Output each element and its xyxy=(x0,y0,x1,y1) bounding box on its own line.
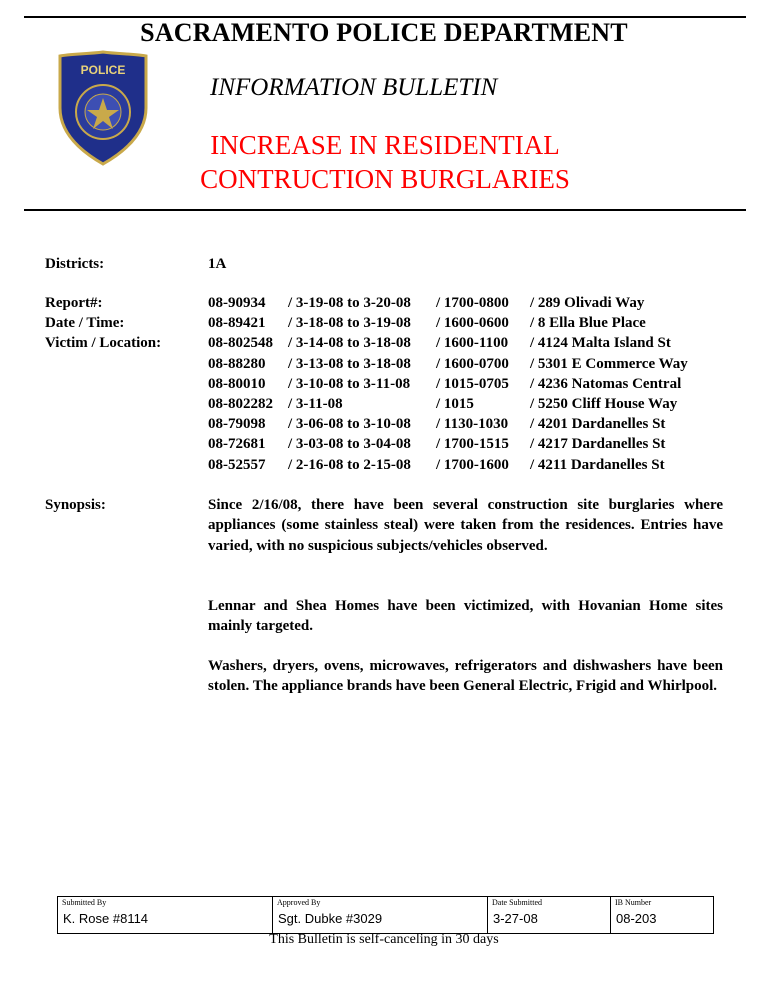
report-date: / 3-11-08 xyxy=(288,395,343,412)
report-date: / 3-06-08 to 3-10-08 xyxy=(288,416,411,433)
report-time: / 1130-1030 xyxy=(436,416,509,433)
report-date: / 3-18-08 to 3-19-08 xyxy=(288,315,411,332)
report-location: / 4124 Malta Island St xyxy=(530,335,671,352)
report-row xyxy=(208,293,728,313)
report-number: 08-80010 xyxy=(208,375,266,392)
report-location: / 4211 Dardanelles St xyxy=(530,456,665,473)
report-number: 08-79098 xyxy=(208,416,266,433)
report-row xyxy=(208,354,728,374)
bulletin-type: INFORMATION BULLETIN xyxy=(210,74,498,101)
synopsis-paragraph-1: Since 2/16/08, there have been several construction site burglaries where appliances (some stainless steal) were taken from the residences. Entries have varied, with no suspicious subjects/vehicles observed. xyxy=(208,497,723,554)
report-time: / 1015 xyxy=(436,395,474,412)
report-date: / 3-03-08 to 3-04-08 xyxy=(288,436,411,453)
report-time: / 1700-0800 xyxy=(436,295,509,311)
report-time: / 1600-1100 xyxy=(436,335,509,352)
ib-number-label: IB Number xyxy=(615,898,652,907)
ib-number-value: 08-203 xyxy=(616,911,657,926)
report-location: / 8 Ella Blue Place xyxy=(530,315,646,332)
approved-by-value: Sgt. Dubke #3029 xyxy=(278,911,383,926)
header-bottom-rule xyxy=(24,209,746,211)
report-date: / 3-19-08 to 3-20-08 xyxy=(288,295,411,311)
report-number: 08-90934 xyxy=(208,295,266,311)
submission-table xyxy=(57,896,714,934)
date-submitted-label: Date Submitted xyxy=(492,898,542,907)
report-row xyxy=(208,374,728,394)
report-row xyxy=(208,333,728,353)
report-row xyxy=(208,455,728,475)
report-time: / 1015-0705 xyxy=(436,375,509,392)
report-number: 08-802282 xyxy=(208,395,273,412)
report-number: 08-802548 xyxy=(208,335,273,352)
districts-value: 1A xyxy=(208,256,227,272)
self-canceling-note: This Bulletin is self-canceling in 30 days xyxy=(269,932,499,947)
synopsis-label: Synopsis: xyxy=(45,497,106,513)
approved-by-cell xyxy=(273,897,488,933)
report-row xyxy=(208,434,728,454)
police-badge-logo xyxy=(56,50,150,166)
ib-number-cell xyxy=(611,897,713,933)
synopsis-paragraph-3: Washers, dryers, ovens, microwaves, refrigerators and dishwashers have been stolen. The appliance brands have been General Electric, Frigid and Whirlpool. xyxy=(208,658,723,695)
report-time: / 1600-0600 xyxy=(436,315,509,332)
districts-label: Districts: xyxy=(45,256,105,272)
headline-line-1: INCREASE IN RESIDENTIAL xyxy=(210,130,560,160)
report-number: 08-88280 xyxy=(208,355,266,372)
date-submitted-cell xyxy=(488,897,611,933)
report-time: / 1700-1600 xyxy=(436,456,509,473)
badge-text: POLICE xyxy=(80,63,126,77)
report-location: / 5301 E Commerce Way xyxy=(530,355,688,372)
report-number: 08-89421 xyxy=(208,315,266,332)
victim-location-label: Victim / Location: xyxy=(45,335,162,352)
headline-line-2: CONTRUCTION BURGLARIES xyxy=(200,164,570,194)
submitted-by-value: K. Rose #8114 xyxy=(63,911,149,926)
report-number-label: Report#: xyxy=(45,295,103,311)
report-time: / 1700-1515 xyxy=(436,436,509,453)
submitted-by-cell xyxy=(58,897,273,933)
report-number: 08-52557 xyxy=(208,456,266,473)
report-location: / 4201 Dardanelles St xyxy=(530,416,666,433)
report-location: / 289 Olivadi Way xyxy=(530,295,645,311)
report-date: / 3-14-08 to 3-18-08 xyxy=(288,335,411,352)
synopsis-paragraph-2: Lennar and Shea Homes have been victimized, with Hovanian Home sites mainly targeted. xyxy=(208,598,723,635)
report-date: / 3-13-08 to 3-18-08 xyxy=(288,355,411,372)
date-submitted-value: 3-27-08 xyxy=(493,911,538,926)
approved-by-label: Approved By xyxy=(277,898,321,907)
report-location: / 5250 Cliff House Way xyxy=(530,395,678,412)
report-row xyxy=(208,313,728,333)
submitted-by-label: Submitted By xyxy=(62,898,107,907)
bulletin-headline xyxy=(150,128,620,196)
report-date: / 3-10-08 to 3-11-08 xyxy=(288,375,411,392)
date-time-label: Date / Time: xyxy=(45,315,125,332)
report-number: 08-72681 xyxy=(208,436,266,453)
report-time: / 1600-0700 xyxy=(436,355,509,372)
reports-list xyxy=(208,293,728,475)
report-date: / 2-16-08 to 2-15-08 xyxy=(288,456,411,473)
report-location: / 4217 Dardanelles St xyxy=(530,436,666,453)
report-row xyxy=(208,394,728,414)
department-title: SACRAMENTO POLICE DEPARTMENT xyxy=(140,18,628,47)
report-location: / 4236 Natomas Central xyxy=(530,375,682,392)
report-row xyxy=(208,414,728,434)
